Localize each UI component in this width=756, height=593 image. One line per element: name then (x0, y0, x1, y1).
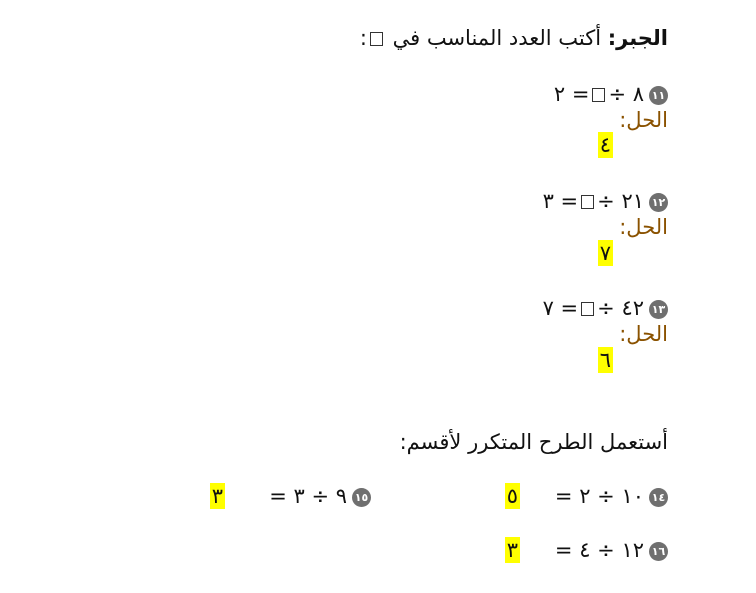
answer-highlight: ٥ (506, 484, 518, 508)
problem-13 (543, 294, 668, 322)
answer-highlight: ٤ (599, 133, 611, 157)
problem-right: = ٢ (553, 82, 590, 106)
solution-label: الحل: (619, 322, 668, 346)
problem-12 (543, 187, 668, 215)
problem-right: = ٧ (542, 296, 579, 320)
answer-highlight: ٦ (599, 348, 611, 372)
division-expression: ١٢ ÷ ٤ = (554, 538, 644, 562)
problem-left: ٢١ ÷ (597, 189, 644, 213)
solution-label: الحل: (619, 108, 668, 132)
problem-left: ٤٢ ÷ (597, 296, 644, 320)
division-item-14 (555, 482, 668, 510)
problem-number-badge: ١٤ (649, 488, 668, 507)
problem-left: ٨ ÷ (608, 82, 644, 106)
instruction-suffix: : (359, 26, 367, 50)
section-title: أستعمل الطرح المتكرر لأقسم: (399, 430, 668, 454)
division-expression: ١٠ ÷ ٢ = (554, 484, 644, 508)
answer-highlight: ٧ (599, 241, 611, 265)
instruction-text: أكتب العدد المناسب في (385, 26, 608, 50)
algebra-instruction (360, 24, 668, 52)
empty-box-icon (370, 32, 383, 46)
problem-right: = ٣ (542, 189, 579, 213)
empty-box-icon (592, 88, 605, 102)
division-item-15 (269, 482, 371, 510)
empty-box-icon (581, 302, 594, 316)
problem-11 (554, 80, 668, 108)
algebra-label: الجبر: (607, 26, 668, 50)
answer-highlight: ٣ (211, 484, 223, 508)
division-expression: ٩ ÷ ٣ = (269, 484, 347, 508)
problem-number-badge: ١٣ (649, 300, 668, 319)
empty-box-icon (581, 195, 594, 209)
problem-number-badge: ١٢ (649, 193, 668, 212)
solution-label: الحل: (619, 215, 668, 239)
division-item-16 (555, 536, 668, 564)
problem-number-badge: ١٦ (649, 542, 668, 561)
problem-number-badge: ١١ (649, 86, 668, 105)
problem-number-badge: ١٥ (352, 488, 371, 507)
answer-highlight: ٣ (506, 538, 518, 562)
